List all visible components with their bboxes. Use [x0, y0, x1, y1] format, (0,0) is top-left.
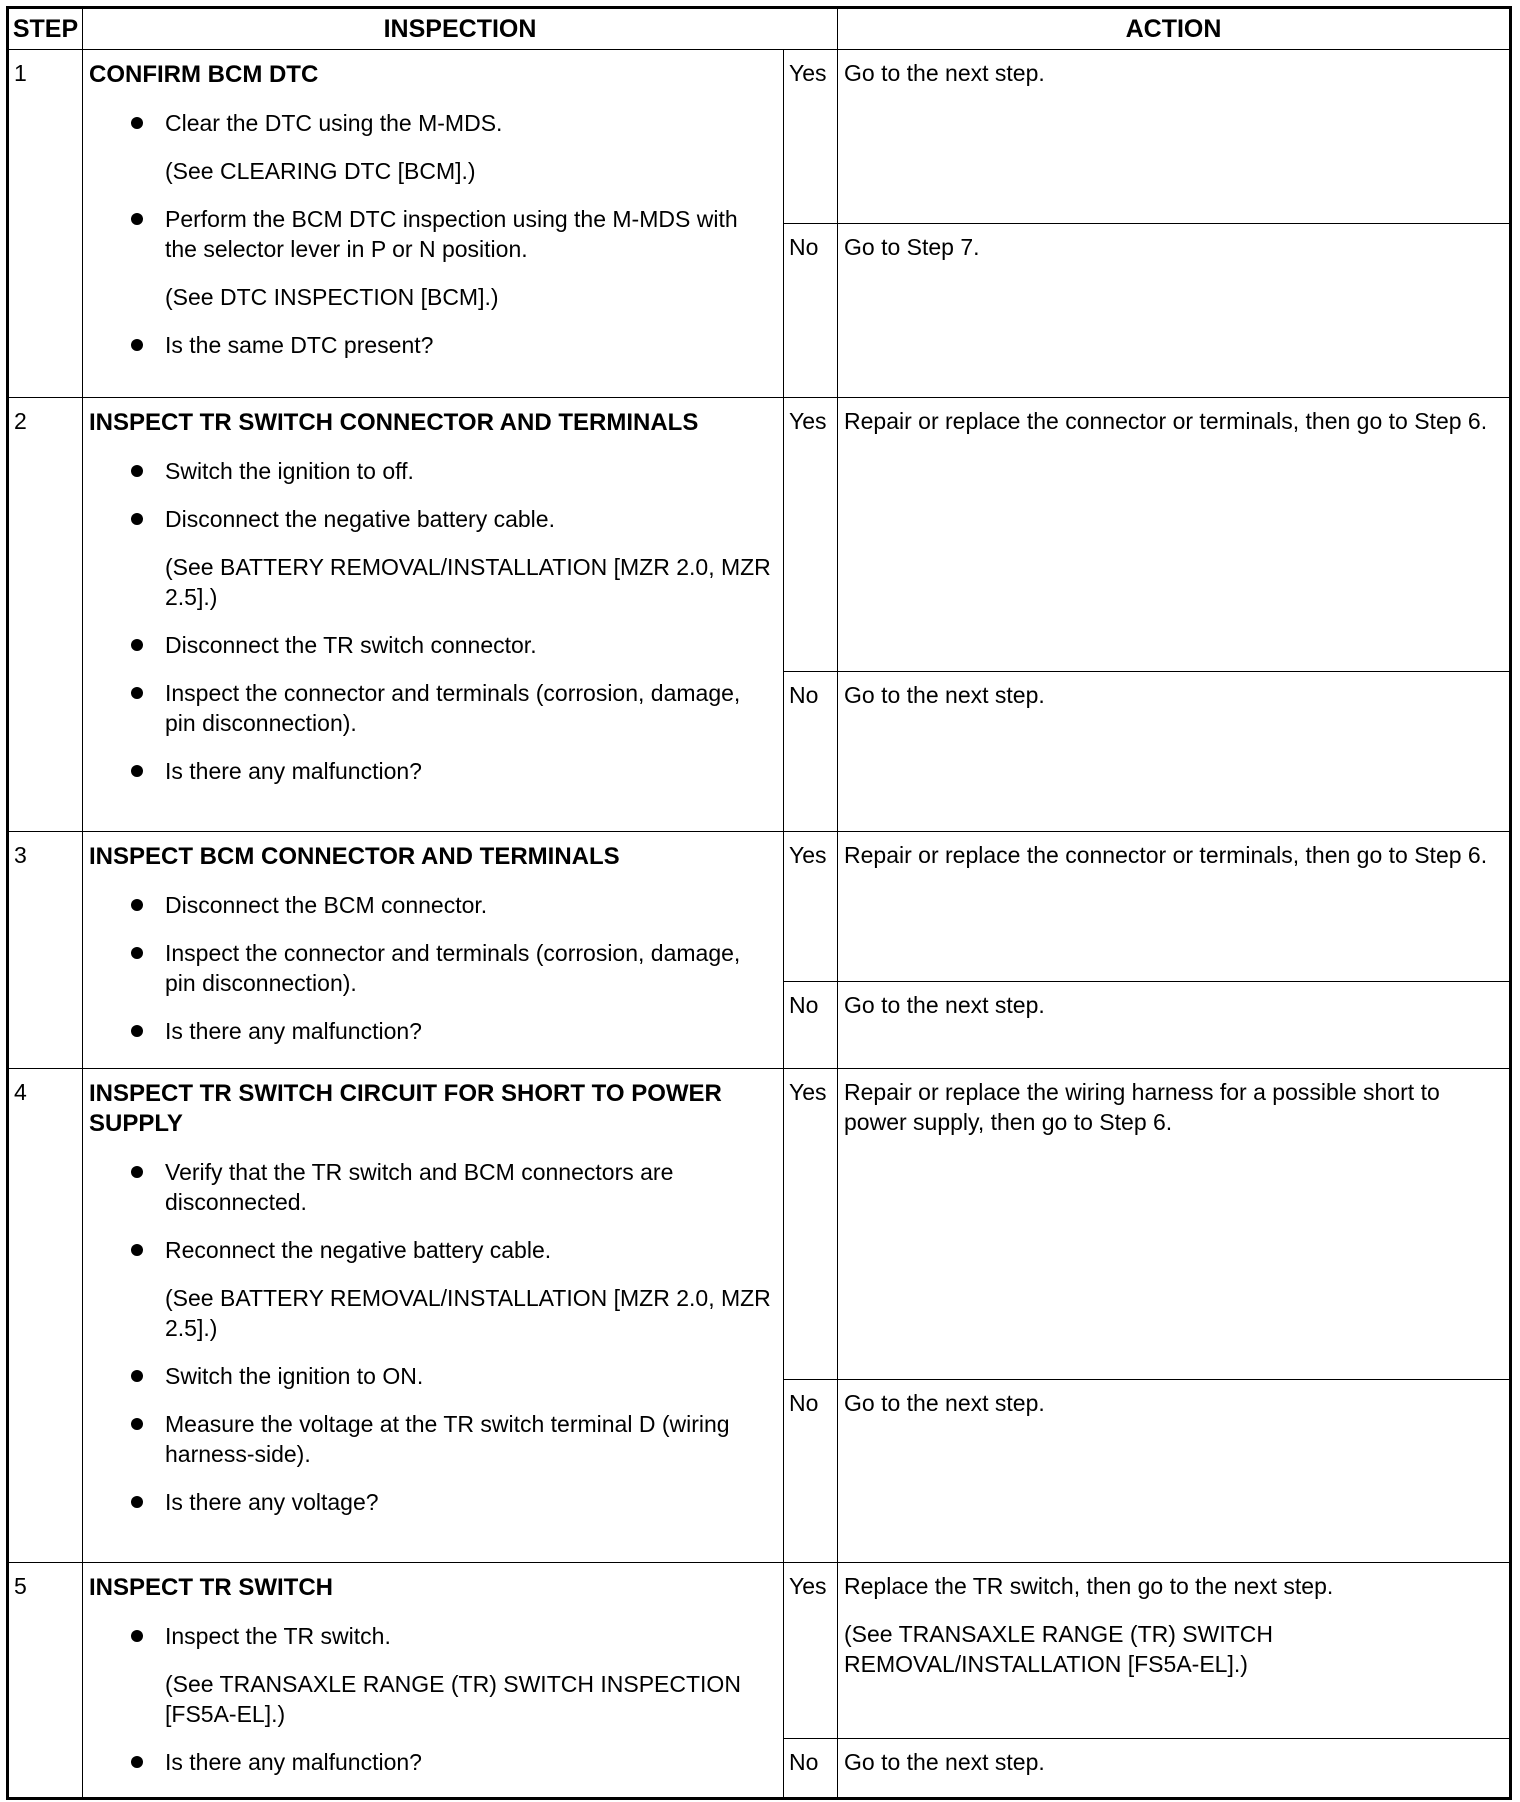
inspection-item — [89, 108, 775, 138]
no-label: No — [784, 1739, 838, 1799]
bullet-icon — [131, 1496, 143, 1508]
inspection-item — [89, 630, 775, 660]
step-title: INSPECT TR SWITCH — [89, 1574, 333, 1601]
inspection-list — [89, 1157, 775, 1517]
no-label: No — [784, 672, 838, 832]
bullet-icon — [131, 339, 143, 351]
inspection-item-text: Inspect the connector and terminals (corrosion, damage, pin disconnection). — [165, 940, 741, 996]
step-title: INSPECT TR SWITCH CIRCUIT FOR SHORT TO POWER SUPPLY — [89, 1080, 722, 1137]
yes-action — [838, 50, 1511, 224]
inspection-item — [89, 204, 775, 264]
yes-label: Yes — [784, 1563, 838, 1739]
inspection-cell — [83, 1563, 784, 1799]
step-title: CONFIRM BCM DTC — [89, 61, 319, 88]
inspection-item-text: Clear the DTC using the M-MDS. — [165, 110, 503, 136]
step-number: 4 — [8, 1069, 83, 1563]
step-number: 1 — [8, 50, 83, 398]
yes-action — [838, 1069, 1511, 1380]
inspection-item — [89, 756, 775, 786]
yes-label: Yes — [784, 832, 838, 982]
action-text: (See TRANSAXLE RANGE (TR) SWITCH REMOVAL/INSTALLATION [FS5A-EL].) — [844, 1621, 1273, 1677]
yes-action — [838, 832, 1511, 982]
inspection-cell — [83, 50, 784, 398]
no-action — [838, 1380, 1511, 1563]
bullet-icon — [131, 117, 143, 129]
yes-action — [838, 398, 1511, 672]
inspection-item-text: Switch the ignition to ON. — [165, 1363, 424, 1389]
inspection-item-text: Inspect the connector and terminals (corrosion, damage, pin disconnection). — [165, 680, 741, 736]
inspection-item-text: Inspect the TR switch. — [165, 1623, 391, 1649]
inspection-list — [89, 890, 775, 1046]
reference-note: (See DTC INSPECTION [BCM].) — [165, 284, 499, 310]
no-label: No — [784, 1380, 838, 1563]
bullet-icon — [131, 687, 143, 699]
header-row — [8, 8, 1511, 50]
no-action — [838, 224, 1511, 398]
step-number: 2 — [8, 398, 83, 832]
bullet-icon — [131, 947, 143, 959]
bullet-icon — [131, 1025, 143, 1037]
inspection-item-text: Is there any malfunction? — [165, 1018, 422, 1044]
inspection-item — [89, 938, 775, 998]
action-text: Repair or replace the wiring harness for a possible short to power supply, then go to Step 6. — [844, 1079, 1440, 1135]
yes-label: Yes — [784, 1069, 838, 1380]
bullet-icon — [131, 1630, 143, 1642]
step-title: INSPECT BCM CONNECTOR AND TERMINALS — [89, 843, 620, 870]
action-text: Go to the next step. — [844, 60, 1045, 86]
reference-note: (See TRANSAXLE RANGE (TR) SWITCH INSPECTION [FS5A-EL].) — [165, 1671, 741, 1727]
step-row-yes — [8, 398, 1511, 672]
bullet-icon — [131, 1418, 143, 1430]
action-text: Replace the TR switch, then go to the next step. — [844, 1573, 1334, 1599]
action-text: Go to Step 7. — [844, 234, 980, 260]
inspection-column-header: INSPECTION — [83, 8, 838, 50]
no-action — [838, 672, 1511, 832]
inspection-cell — [83, 832, 784, 1069]
inspection-item — [89, 330, 775, 360]
inspection-item-text: Disconnect the BCM connector. — [165, 892, 488, 918]
inspection-item — [89, 1157, 775, 1217]
yes-label: Yes — [784, 398, 838, 672]
action-text: Go to the next step. — [844, 992, 1045, 1018]
bullet-icon — [131, 899, 143, 911]
inspection-item-text: Verify that the TR switch and BCM connectors are disconnected. — [165, 1159, 674, 1215]
bullet-icon — [131, 639, 143, 651]
bullet-icon — [131, 1166, 143, 1178]
no-label: No — [784, 982, 838, 1069]
step-number: 5 — [8, 1563, 83, 1799]
inspection-item — [89, 1487, 775, 1517]
inspection-item — [89, 1361, 775, 1391]
bullet-icon — [131, 765, 143, 777]
inspection-item — [89, 1016, 775, 1046]
inspection-item-text: Is there any malfunction? — [165, 758, 422, 784]
bullet-icon — [131, 213, 143, 225]
inspection-item — [89, 1621, 775, 1651]
no-action — [838, 982, 1511, 1069]
action-column-header: ACTION — [838, 8, 1511, 50]
inspection-item-text: Disconnect the negative battery cable. — [165, 506, 555, 532]
reference-note: (See CLEARING DTC [BCM].) — [165, 158, 476, 184]
step-row-yes — [8, 832, 1511, 982]
inspection-item — [89, 504, 775, 534]
action-text: Repair or replace the connector or terminals, then go to Step 6. — [844, 408, 1488, 434]
inspection-item-text: Perform the BCM DTC inspection using the M-MDS with the selector lever in P or N position. — [165, 206, 738, 262]
action-text: Go to the next step. — [844, 682, 1045, 708]
bullet-icon — [131, 1244, 143, 1256]
inspection-item-text: Reconnect the negative battery cable. — [165, 1237, 552, 1263]
bullet-icon — [131, 1370, 143, 1382]
step-column-header: STEP — [8, 8, 83, 50]
inspection-item — [89, 456, 775, 486]
action-text: Repair or replace the connector or terminals, then go to Step 6. — [844, 842, 1488, 868]
inspection-item-text: Is there any malfunction? — [165, 1749, 422, 1775]
yes-action — [838, 1563, 1511, 1739]
inspection-list — [89, 456, 775, 786]
bullet-icon — [131, 513, 143, 525]
inspection-item — [89, 678, 775, 738]
inspection-item-text: Is the same DTC present? — [165, 332, 434, 358]
reference-note: (See BATTERY REMOVAL/INSTALLATION [MZR 2.0, MZR 2.5].) — [165, 1285, 771, 1341]
step-row-yes — [8, 1069, 1511, 1380]
inspection-cell — [83, 1069, 784, 1563]
inspection-list — [89, 1621, 775, 1777]
bullet-icon — [131, 1756, 143, 1768]
bullet-icon — [131, 465, 143, 477]
inspection-list — [89, 108, 775, 360]
inspection-procedure-table — [6, 6, 1512, 1799]
inspection-item-text: Switch the ignition to off. — [165, 458, 414, 484]
inspection-item-text: Is there any voltage? — [165, 1489, 379, 1515]
inspection-item-text: Disconnect the TR switch connector. — [165, 632, 537, 658]
action-text: Go to the next step. — [844, 1749, 1045, 1775]
step-row-yes — [8, 50, 1511, 224]
action-text: Go to the next step. — [844, 1390, 1045, 1416]
step-row-yes — [8, 1563, 1511, 1739]
inspection-item-text: Measure the voltage at the TR switch terminal D (wiring harness-side). — [165, 1411, 730, 1467]
no-action — [838, 1739, 1511, 1799]
yes-label: Yes — [784, 50, 838, 224]
inspection-item — [89, 890, 775, 920]
step-number: 3 — [8, 832, 83, 1069]
no-label: No — [784, 224, 838, 398]
reference-note: (See BATTERY REMOVAL/INSTALLATION [MZR 2.0, MZR 2.5].) — [165, 554, 771, 610]
step-title: INSPECT TR SWITCH CONNECTOR AND TERMINALS — [89, 409, 699, 436]
inspection-item — [89, 1747, 775, 1777]
inspection-item — [89, 1235, 775, 1265]
inspection-cell — [83, 398, 784, 832]
inspection-item — [89, 1409, 775, 1469]
